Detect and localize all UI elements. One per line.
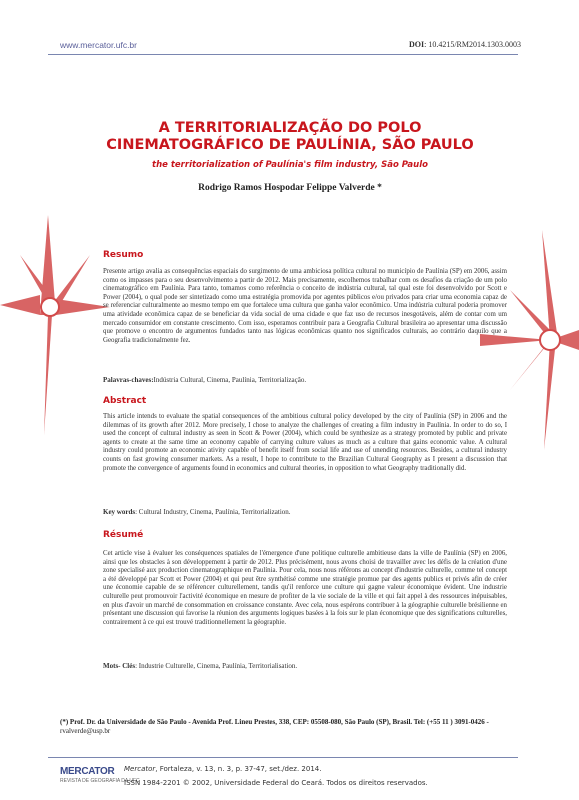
- resume-heading: Résumé: [103, 530, 144, 540]
- resume-keywords-text: : Industrie Culturelle, Cinema, Paulínia, Territorialisation.: [135, 662, 298, 670]
- resumo-text: Presente artigo avalia as consequências espaciais do surgimento de uma ambiciosa política cultural no município de Paulínia (SP) em 2006, assim como os impasses para o seu desenvolvimento a partir de 2012. Mais precisamente, escolhemos trabalhar com os desafios da criação de um polo cinematográfico em Paulínia. Para tanto, tomamos como referência o conceito de indústria cultural, tal qual este foi desenvolvido por Scott e Power (2004), o qual pode ser sintetizado como uma estratégia promovida por agentes públicos e/ou privados para criar uma economia capaz de se referenciar culturalmente ao mesmo tempo em que fortalece uma cultura que ganha valor econômico. Uma indústria cultural poderia promover uma atividade econômica capaz de se beneficiar da vida social de uma cidade e que faz uso de recursos inesgotáveis, além de contar com um mercado consumidor em constante crescimento. Com isso, esperamos contribuir para a Geografia Cultural brasileira ao apresentar uma discussão que promove o encontro de argumentos fundados tanto nas lógicas econômicas quanto nos significados culturais, ao contrário daquilo que a Geografia tradicionalmente fez.: [103, 268, 507, 344]
- article-title: [60, 120, 520, 154]
- footnote-affiliation: Prof. Dr. da Universidade de São Paulo - Avenida Prof. Lineu Prestes, 338, CEP: 05508-080, São Paulo (SP), Brasil. Tel: (+55 11 ) 3091-0426 -: [68, 718, 489, 726]
- compass-star-decoration-top-left: [0, 195, 120, 445]
- abstract-heading: Abstract: [103, 396, 147, 406]
- author-email[interactable]: rvalverde@usp.br: [60, 727, 111, 735]
- article-subtitle: the territorialization of Paulínia's film industry, São Paulo: [152, 160, 428, 170]
- abstract-keywords: [103, 508, 507, 516]
- article-title-line-2: CINEMATOGRÁFICO DE PAULÍNIA, SÃO PAULO: [106, 137, 474, 153]
- resumo-keywords-label: Palavras-chaves:: [103, 376, 154, 384]
- resumo-heading: Resumo: [103, 250, 144, 260]
- resumo-keywords-text: Indústria Cultural, Cinema, Paulínia, Territorialização.: [153, 376, 307, 384]
- journal-volume: , Fortaleza, v. 13, n. 3, p. 37-47, set./dez. 2014.: [155, 765, 322, 773]
- author-line: Rodrigo Ramos Hospodar Felippe Valverde *: [198, 183, 382, 193]
- abstract-keywords-text: : Cultural Industry, Cinema, Paulínia, Territorialization.: [135, 508, 291, 516]
- footnote-marker: (*): [60, 718, 69, 726]
- doi-label: DOI: [408, 40, 425, 49]
- mercator-logo: MERCATOR: [60, 766, 115, 777]
- header-rule: [48, 54, 518, 55]
- journal-url-link[interactable]: www.mercator.ufc.br: [60, 40, 137, 50]
- abstract-text: This article intends to evaluate the spatial consequences of the ambitious cultural policy developed by the city of Paulínia (SP) in 2006 and the dilemmas of its growth after 2012. More precisely, I chose to analyze the challenges of creating a film industry in Paulínia. In order to do so, I used the concept of cultural industry as seen in Scott & Power (2004), which could be synthesize as a strategy promoted by public and private agents to create at the same time an economy capable of carrying culture values as much as a culture that gains economic value. A cultural industry could promote an economic ativity capable of benefit itself from social life and use of unending resources. Besides, a cultural industry counts on fast growing consumer markets. As a result, I hope to contribute to the Brazilian Cultural Geography as I present a discussion that promote the convergence of arguments found in economics and cultural theories, in opposition to what Geography traditionally did.: [103, 413, 507, 472]
- author-footnote: [60, 718, 520, 736]
- doi-value: : 10.4215/RM2014.1303.0003: [424, 40, 521, 49]
- resume-text: Cet article vise à évaluer les conséquences spatiales de l'émergence d'une politique culturelle ambitieuse dans la ville de Paulínia (SP) en 2006, ainsi que les obstacles à son développement à partir de 2012. Plus précisément, nous avons choisi de travailler avec les défis de la création d'une zone specialisé aux production cinematographique en Paulínia. Pour cela, nous nous référons au concept d'industrie culturelle, comme tel concept a été développé par Scott et Power (2004) et qui peut être synthétisé comme une stratégie promue par des agents publics et privés afin de créer une économie capable de se référencer culturellement, tandis qu'il renforce une culture qui gagne valeur économique évident. Une industrie culturelle peut promouvoir l'activité économique en mesure de profiter de la vie sociale de la ville et qui fait appel à des ressources inépuisables, en plus d'avoir un marché de consommation en croissance constante. Avec cela, nous espérons contribuer à la géographie culturelle brésilienne en présentant une discussion qui favorise la réunion des arguments logiques basées à la fois sur le plan économique que des significations culturelles, contrairement à ce qui est trouvé traditionnellement la géographie.: [103, 550, 507, 626]
- doi-reference: [409, 40, 521, 49]
- journal-citation: [124, 765, 321, 773]
- footer-rule: [48, 757, 518, 758]
- resume-keywords-label: Mots- Clés: [103, 662, 136, 670]
- mercator-logo-subtitle: REVISTA DE GEOGRAFIA DA UFC: [60, 778, 140, 784]
- article-title-line-1: A TERRITORIALIZAÇÃO DO POLO: [158, 120, 422, 136]
- abstract-keywords-label: Key words: [103, 508, 136, 516]
- resume-keywords: [103, 662, 507, 670]
- journal-name: Mercator: [124, 765, 156, 773]
- resumo-keywords: [103, 376, 507, 384]
- issn-copyright: ISSN 1984-2201 © 2002, Universidade Federal do Ceará. Todos os direitos reservados.: [124, 779, 428, 787]
